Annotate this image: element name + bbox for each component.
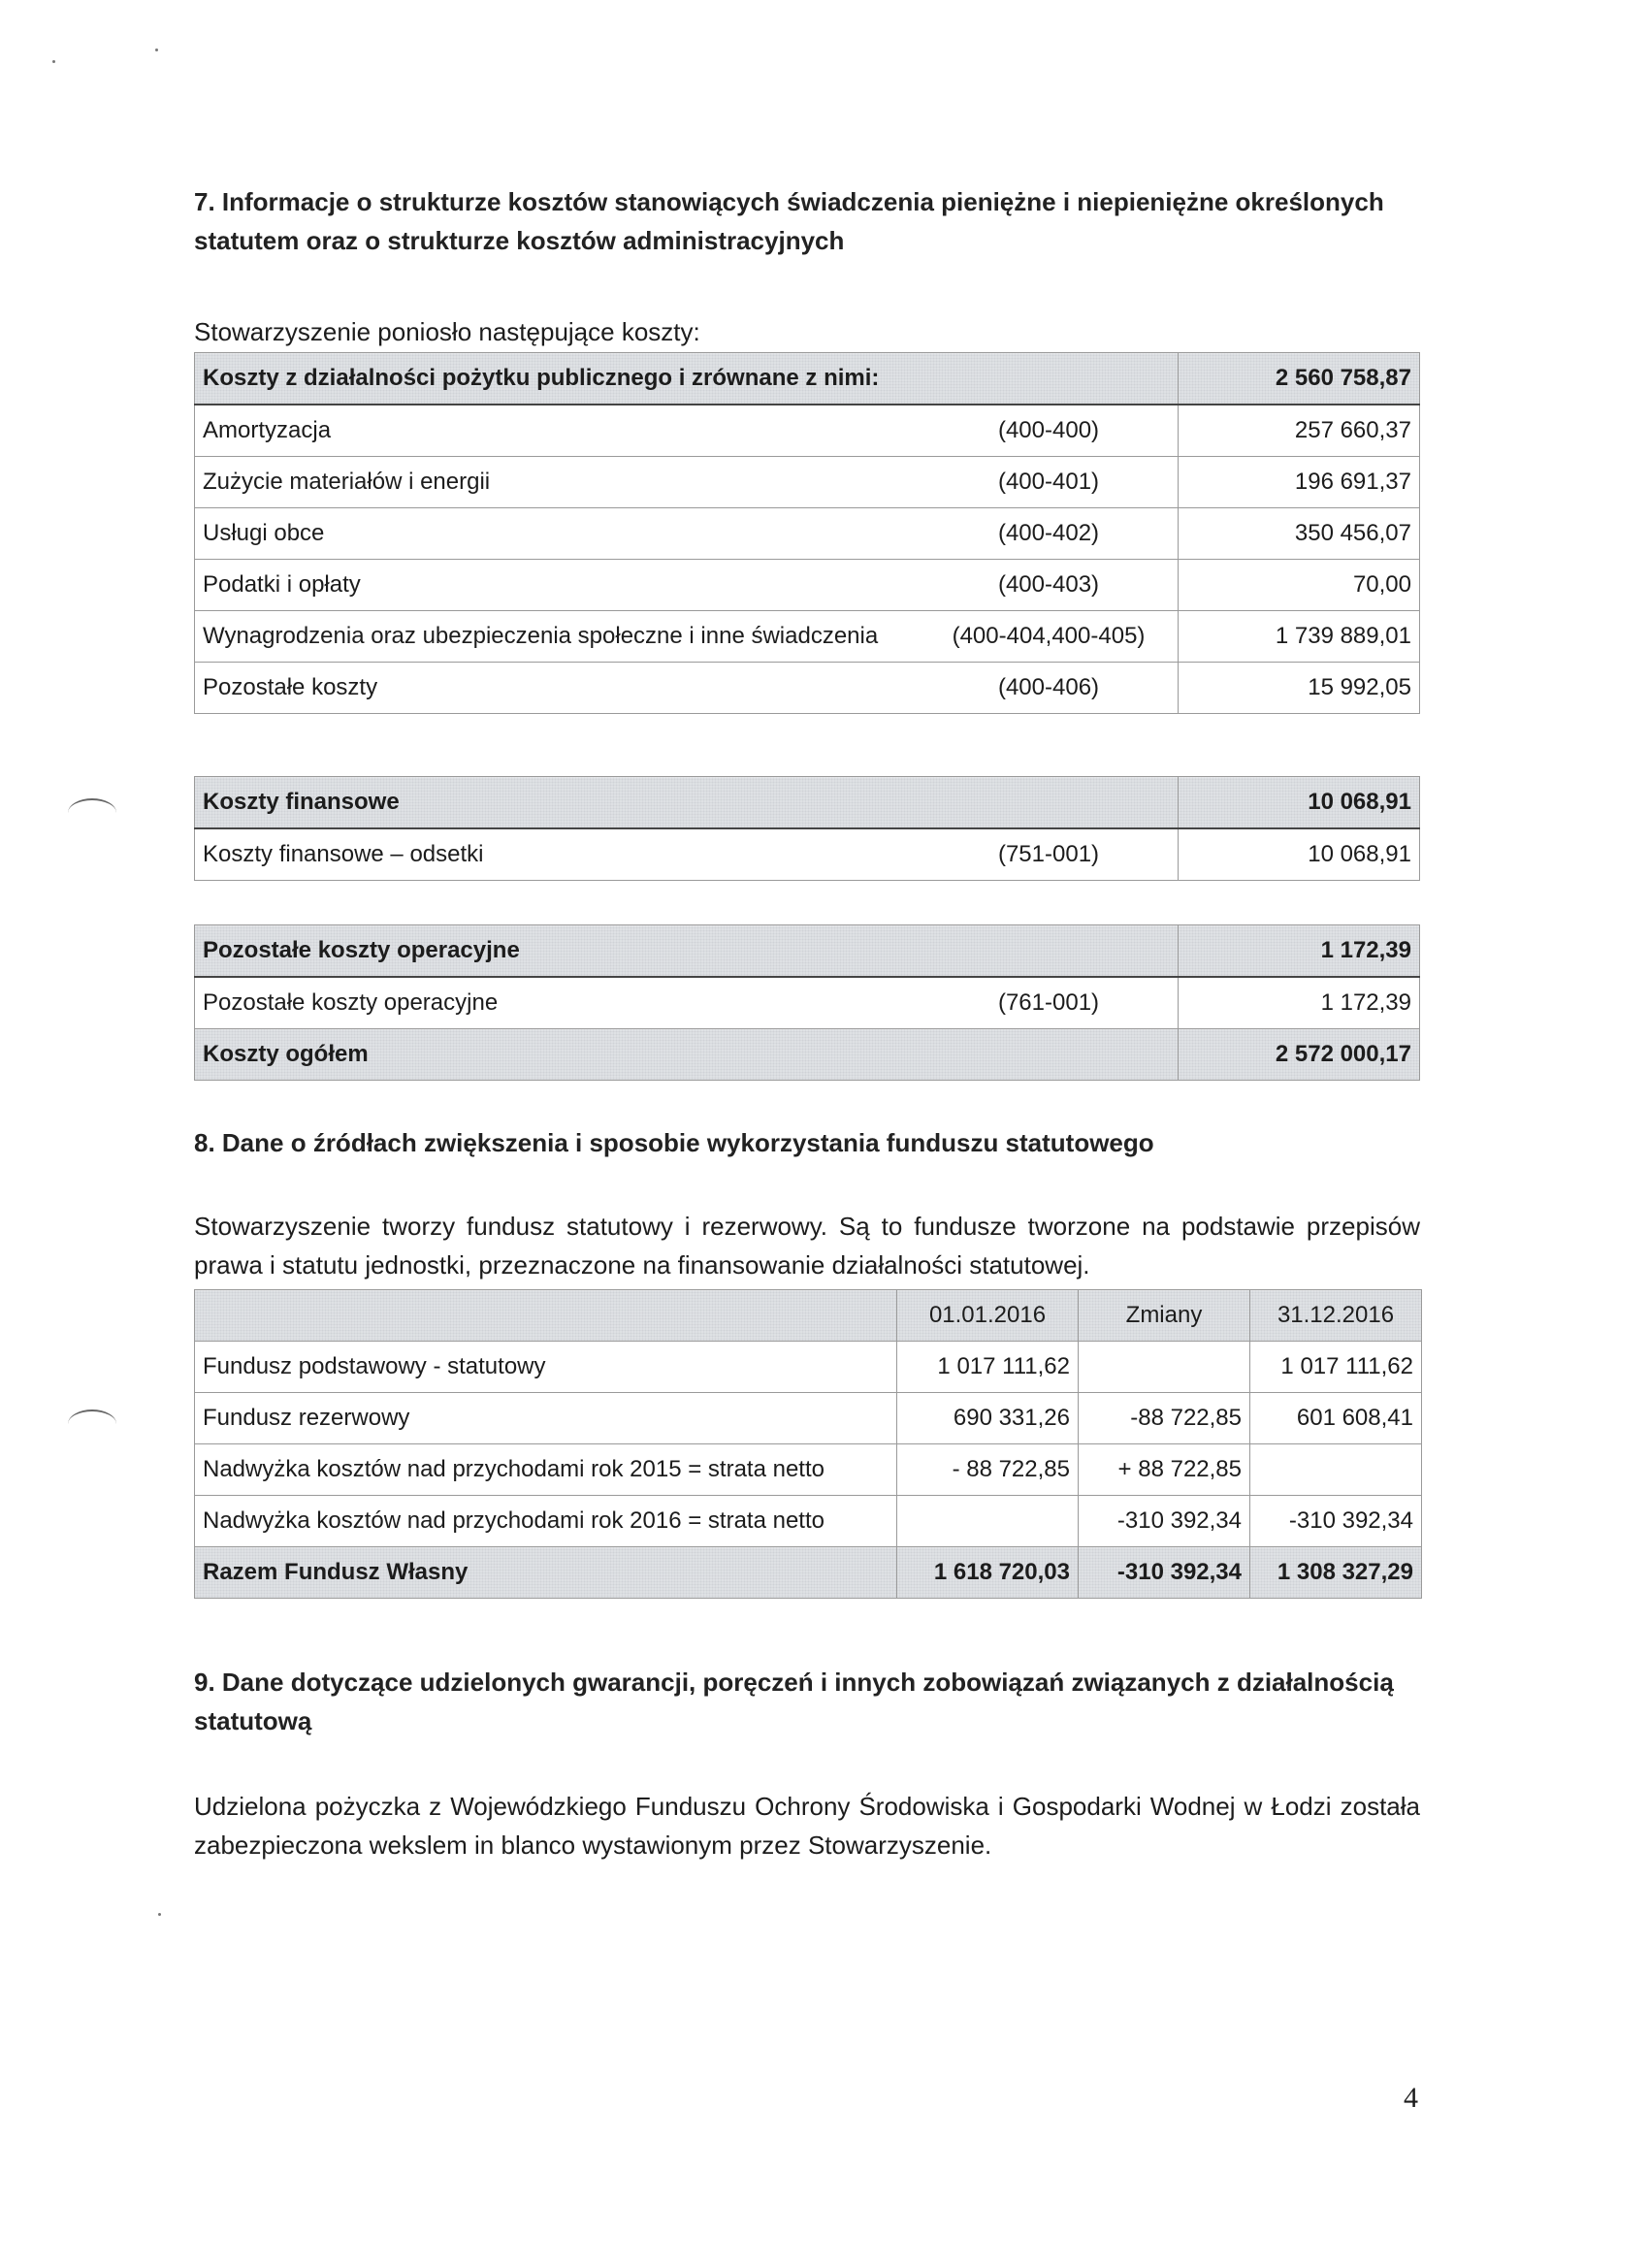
fund-end: -310 392,34 <box>1250 1496 1422 1547</box>
account-code: (400-400) <box>920 405 1179 457</box>
table-row <box>195 611 1420 663</box>
punch-hole-mark <box>68 1409 116 1439</box>
account-code: (400-406) <box>920 663 1179 714</box>
financial-costs-title: Koszty finansowe <box>195 777 1179 829</box>
table-header-row <box>195 777 1420 829</box>
scan-speck <box>155 49 158 51</box>
cost-label: Pozostałe koszty <box>195 663 921 714</box>
fund-change: + 88 722,85 <box>1079 1444 1250 1496</box>
public-benefit-title: Koszty z działalności pożytku publicznego i zrównane z nimi: <box>195 353 1179 405</box>
cost-amount: 196 691,37 <box>1179 457 1420 508</box>
table-header-row <box>195 353 1420 405</box>
section-9-text: Udzielona pożyczka z Wojewódzkiego Funduszu Ochrony Środowiska i Gospodarki Wodnej w Łodzi została zabezpieczona wekslem in blanco wystawionym przez Stowarzyszenie. <box>194 1792 1420 1860</box>
cost-label: Pozostałe koszty operacyjne <box>195 977 921 1029</box>
section-7-heading: 7. Informacje o strukturze kosztów stanowiących świadczenia pieniężne i niepieniężne określonych statutem oraz o strukturze kosztów administracyjnych <box>194 187 1384 255</box>
scan-speck <box>52 60 55 63</box>
table-row <box>195 508 1420 560</box>
cost-label: Usługi obce <box>195 508 921 560</box>
cost-amount: 1 172,39 <box>1179 977 1420 1029</box>
account-code: (400-402) <box>920 508 1179 560</box>
fund-label: Fundusz podstawowy - statutowy <box>195 1342 897 1393</box>
other-operating-costs-table <box>194 924 1420 1081</box>
fund-label: Nadwyżka kosztów nad przychodami rok 2016 = strata netto <box>195 1496 897 1547</box>
fund-change <box>1079 1342 1250 1393</box>
fund-total-change: -310 392,34 <box>1079 1547 1250 1599</box>
financial-costs-total: 10 068,91 <box>1179 777 1420 829</box>
fund-end: 1 017 111,62 <box>1250 1342 1422 1393</box>
section-8-text: Stowarzyszenie tworzy fundusz statutowy i rezerwowy. Są to fundusze tworzone na podstawie przepisów prawa i statutu jednostki, przeznaczone na finansowanie działalności statutowej. <box>194 1212 1420 1280</box>
table-row <box>195 828 1420 881</box>
account-code: (400-403) <box>920 560 1179 611</box>
fund-label: Nadwyżka kosztów nad przychodami rok 2015 = strata netto <box>195 1444 897 1496</box>
cost-label: Wynagrodzenia oraz ubezpieczenia społeczne i inne świadczenia <box>195 611 921 663</box>
account-code: (400-401) <box>920 457 1179 508</box>
grand-total-row <box>195 1029 1420 1081</box>
cost-amount: 15 992,05 <box>1179 663 1420 714</box>
fund-change: -88 722,85 <box>1079 1393 1250 1444</box>
cost-label: Podatki i opłaty <box>195 560 921 611</box>
financial-costs-table <box>194 776 1420 881</box>
account-code: (400-404,400-405) <box>920 611 1179 663</box>
public-benefit-costs-table <box>194 352 1420 714</box>
fund-table <box>194 1289 1422 1599</box>
other-operating-title: Pozostałe koszty operacyjne <box>195 925 1179 978</box>
account-code: (761-001) <box>920 977 1179 1029</box>
fund-total-end: 1 308 327,29 <box>1250 1547 1422 1599</box>
page-number: 4 <box>1404 2082 1418 2114</box>
table-row <box>195 1393 1422 1444</box>
table-row <box>195 977 1420 1029</box>
fund-end: 601 608,41 <box>1250 1393 1422 1444</box>
cost-amount: 1 739 889,01 <box>1179 611 1420 663</box>
table-row <box>195 663 1420 714</box>
fund-start: - 88 722,85 <box>897 1444 1079 1496</box>
col-changes: Zmiany <box>1079 1290 1250 1342</box>
fund-header-row <box>195 1290 1422 1342</box>
table-row <box>195 1444 1422 1496</box>
table-row <box>195 405 1420 457</box>
cost-amount: 70,00 <box>1179 560 1420 611</box>
fund-start <box>897 1496 1079 1547</box>
account-code: (751-001) <box>920 828 1179 881</box>
section-8-heading: 8. Dane o źródłach zwiększenia i sposobie wykorzystania funduszu statutowego <box>194 1128 1154 1157</box>
table-row <box>195 1342 1422 1393</box>
other-operating-total: 1 172,39 <box>1179 925 1420 978</box>
col-start-date: 01.01.2016 <box>897 1290 1079 1342</box>
cost-amount: 350 456,07 <box>1179 508 1420 560</box>
cost-amount: 257 660,37 <box>1179 405 1420 457</box>
cost-label: Zużycie materiałów i energii <box>195 457 921 508</box>
cost-label: Amortyzacja <box>195 405 921 457</box>
fund-start: 1 017 111,62 <box>897 1342 1079 1393</box>
cost-amount: 10 068,91 <box>1179 828 1420 881</box>
fund-total-start: 1 618 720,03 <box>897 1547 1079 1599</box>
fund-label: Fundusz rezerwowy <box>195 1393 897 1444</box>
cost-label: Koszty finansowe – odsetki <box>195 828 921 881</box>
col-end-date: 31.12.2016 <box>1250 1290 1422 1342</box>
public-benefit-total: 2 560 758,87 <box>1179 353 1420 405</box>
section-7-intro: Stowarzyszenie poniosło następujące koszty: <box>194 317 700 346</box>
grand-total-label: Koszty ogółem <box>195 1029 1179 1081</box>
fund-total-row <box>195 1547 1422 1599</box>
punch-hole-mark <box>68 798 116 827</box>
grand-total-amount: 2 572 000,17 <box>1179 1029 1420 1081</box>
scan-speck <box>158 1913 161 1916</box>
fund-total-label: Razem Fundusz Własny <box>195 1547 897 1599</box>
fund-start: 690 331,26 <box>897 1393 1079 1444</box>
table-row <box>195 1496 1422 1547</box>
table-row <box>195 560 1420 611</box>
fund-change: -310 392,34 <box>1079 1496 1250 1547</box>
table-row <box>195 457 1420 508</box>
fund-header-blank <box>195 1290 897 1342</box>
section-9-heading: 9. Dane dotyczące udzielonych gwarancji, poręczeń i innych zobowiązań związanych z działalnością statutową <box>194 1668 1394 1735</box>
table-header-row <box>195 925 1420 978</box>
fund-end <box>1250 1444 1422 1496</box>
